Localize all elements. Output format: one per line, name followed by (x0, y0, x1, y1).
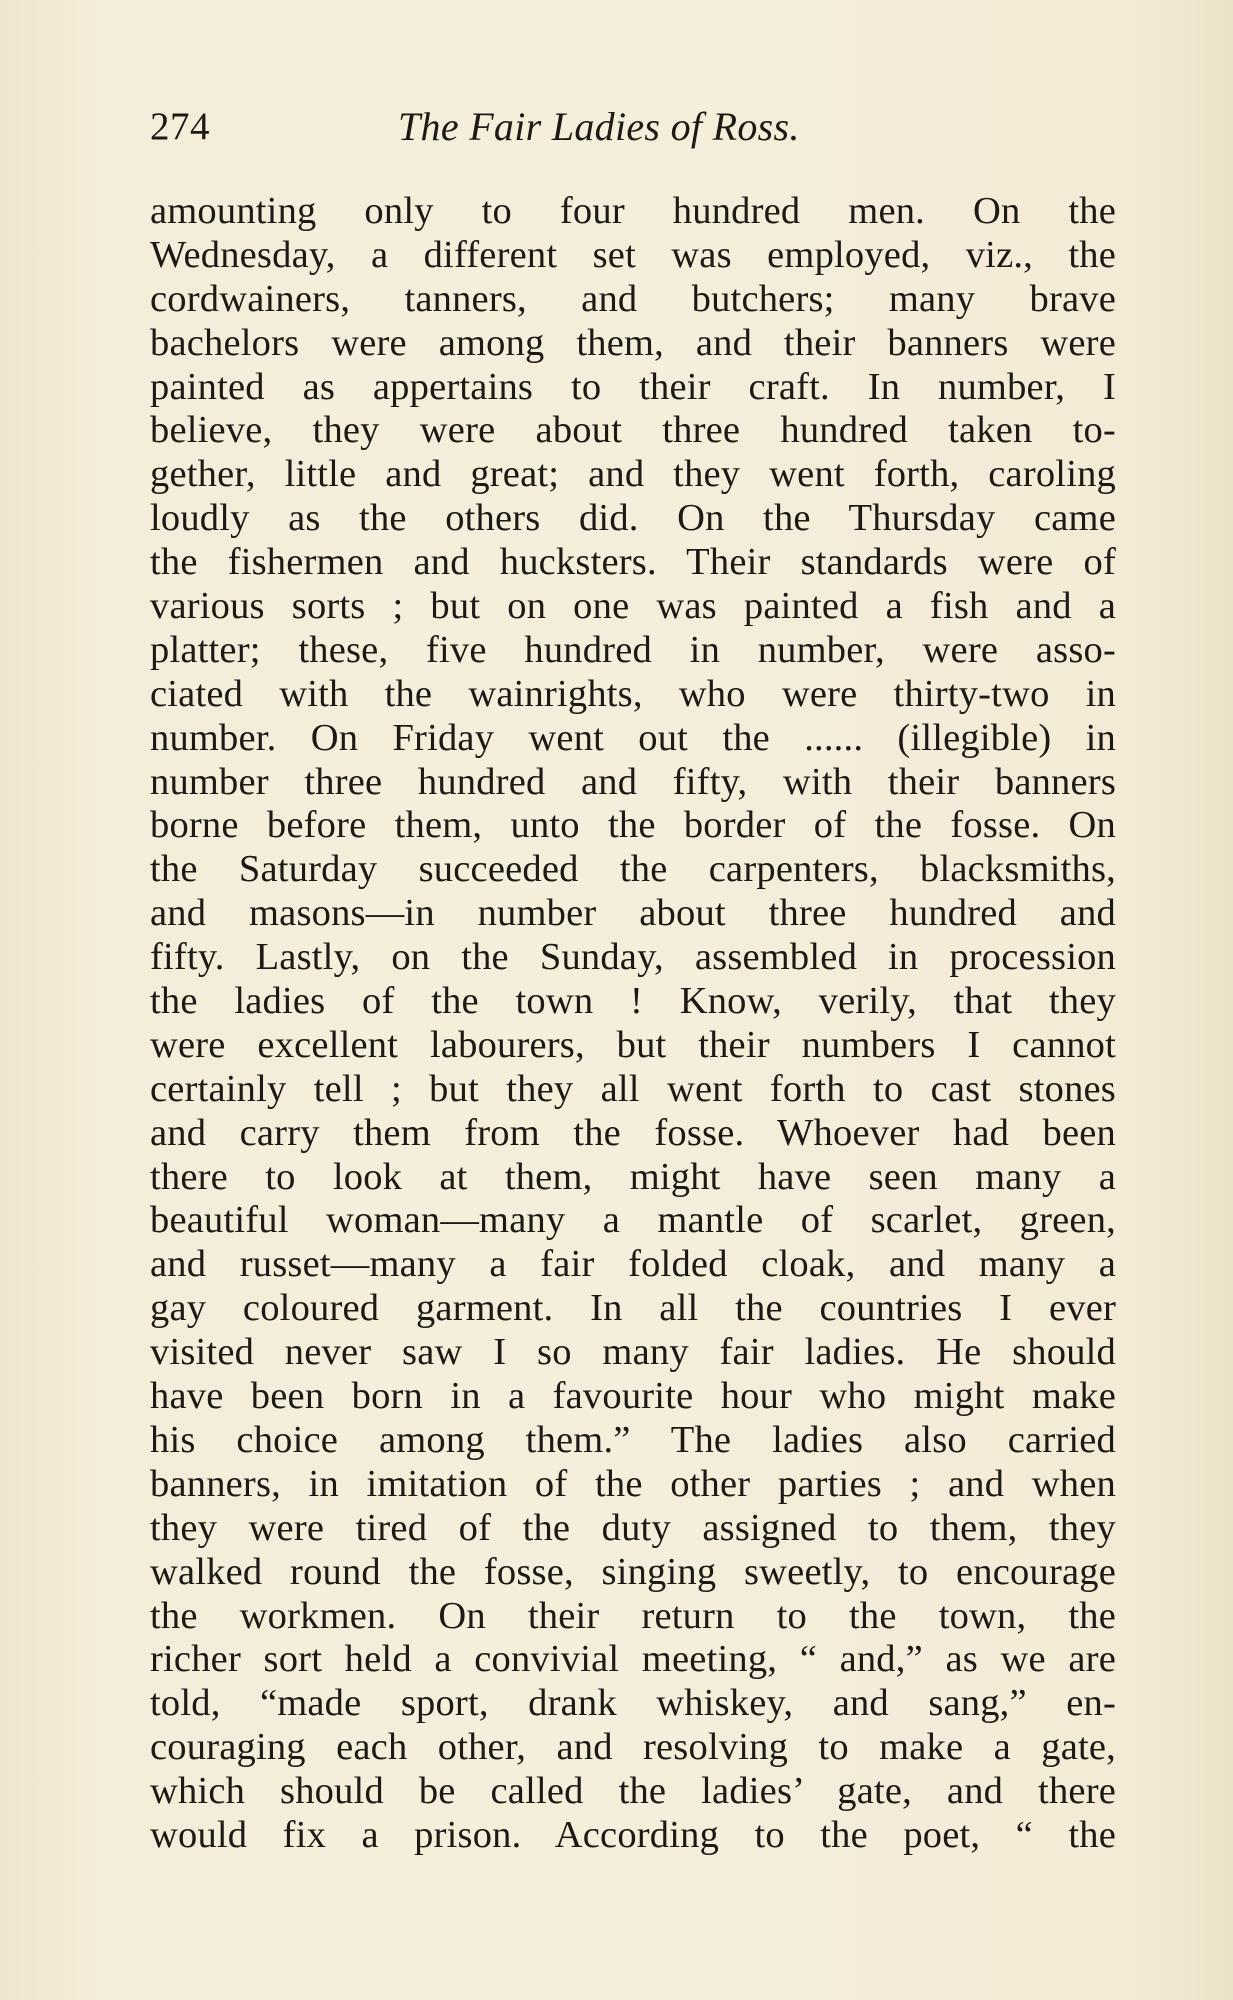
text-line: banners, in imitation of the other parties ; and when (150, 1462, 1116, 1505)
text-line: various sorts ; but on one was painted a fish and a (150, 585, 1116, 628)
text-line: believe, they were about three hundred taken to- (150, 409, 1116, 452)
text-line: visited never saw I so many fair ladies. He should (150, 1331, 1116, 1374)
text-line: told, “made sport, drank whiskey, and sang,” en- (150, 1682, 1116, 1725)
text-line: there to look at them, might have seen many a (150, 1155, 1116, 1198)
text-line: beautiful woman—many a mantle of scarlet, green, (150, 1199, 1116, 1242)
text-line: certainly tell ; but they all went forth to cast stones (150, 1067, 1116, 1110)
text-line: the fishermen and hucksters. Their standards were of (150, 541, 1116, 584)
text-line: amounting only to four hundred men. On the (150, 190, 1116, 232)
text-line: richer sort held a convivial meeting, “ and,” as we are (150, 1638, 1116, 1681)
text-line: cordwainers, tanners, and butchers; many brave (150, 277, 1116, 320)
body-text (150, 190, 1116, 1858)
text-line: his choice among them.” The ladies also carried (150, 1418, 1116, 1461)
text-line: gether, little and great; and they went forth, caroling (150, 453, 1116, 496)
page-header (150, 98, 1116, 156)
text-line: have been born in a favourite hour who might make (150, 1375, 1116, 1418)
text-line: which should be called the ladies’ gate, and there (150, 1770, 1116, 1813)
running-title: The Fair Ladies of Ross. (398, 104, 800, 149)
text-line: number. On Friday went out the ...... (illegible) in (150, 716, 1116, 759)
text-line: fifty. Lastly, on the Sunday, assembled in procession (150, 936, 1116, 979)
text-line: gay coloured garment. In all the countries I ever (150, 1287, 1116, 1330)
text-line: ciated with the wainrights, who were thirty-two in (150, 672, 1116, 715)
text-line: the workmen. On their return to the town, the (150, 1594, 1116, 1637)
text-line: the ladies of the town ! Know, verily, that they (150, 980, 1116, 1023)
text-line: walked round the fosse, singing sweetly, to encourage (150, 1550, 1116, 1593)
text-line: bachelors were among them, and their banners were (150, 321, 1116, 364)
text-line: painted as appertains to their craft. In number, I (150, 365, 1116, 408)
text-line: would fix a prison. According to the poet, “ the (150, 1813, 1116, 1856)
text-line: and masons—in number about three hundred and (150, 892, 1116, 935)
text-line: borne before them, unto the border of the fosse. On (150, 804, 1116, 847)
text-line: and carry them from the fosse. Whoever had been (150, 1111, 1116, 1154)
text-line: platter; these, five hundred in number, were asso- (150, 628, 1116, 671)
text-line: couraging each other, and resolving to make a gate, (150, 1726, 1116, 1769)
text-line: were excellent labourers, but their numbers I cannot (150, 1023, 1116, 1066)
text-line: number three hundred and fifty, with their banners (150, 760, 1116, 803)
text-line: they were tired of the duty assigned to them, they (150, 1506, 1116, 1549)
text-line: the Saturday succeeded the carpenters, blacksmiths, (150, 848, 1116, 891)
text-line: loudly as the others did. On the Thursday came (150, 497, 1116, 540)
text-line: Wednesday, a different set was employed, viz., the (150, 233, 1116, 276)
page-number: 274 (150, 105, 210, 148)
text-line: and russet—many a fair folded cloak, and many a (150, 1243, 1116, 1286)
